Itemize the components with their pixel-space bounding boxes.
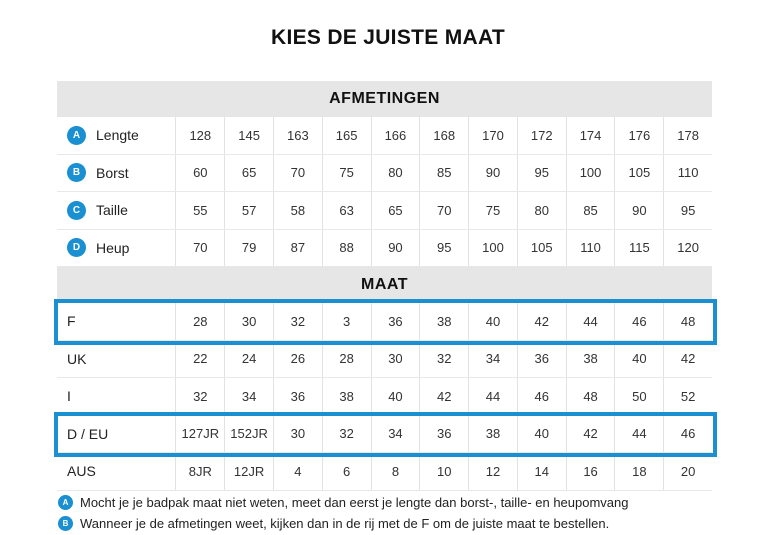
table-row [57,378,712,416]
table-cell: 105 [614,155,663,192]
table-cell: 178 [663,117,712,154]
table-cell: 32 [273,303,322,340]
table-cell: 48 [566,378,615,415]
table-cell: 34 [371,416,420,453]
table-cell: 30 [273,416,322,453]
table-cell: 63 [322,192,371,229]
table-cell: 40 [468,303,517,340]
table-cell: 166 [371,117,420,154]
table-row [57,303,712,341]
table-cell: 42 [419,378,468,415]
table-cell: 95 [517,155,566,192]
row-label-text: D / EU [67,425,109,442]
table-cell: 58 [273,192,322,229]
badge-a-icon: A [58,495,73,510]
table-row [57,192,712,230]
badge-icon: B [67,163,86,182]
page-title: KIES DE JUISTE MAAT [270,26,505,49]
table-row [57,155,712,193]
note-b [58,513,629,534]
row-label-text: UK [67,350,87,367]
measurements-heading: AFMETINGEN [57,81,712,117]
note-text: Mocht je je badpak maat niet weten, meet dan eerst je lengte dan borst-, taille- en heupomvang [80,495,629,510]
table-cell: 80 [517,192,566,229]
table-cell: 128 [175,117,224,154]
table-row [57,341,712,379]
badge-b-icon: B [58,516,73,531]
row-label [57,238,175,257]
table-cell: 44 [468,378,517,415]
table-cell: 90 [468,155,517,192]
note-text: Wanneer je de afmetingen weet, kijken dan in de rij met de F om de juiste maat te bestellen. [80,516,610,531]
table-cell: 172 [517,117,566,154]
row-label-text: Taille [96,202,128,219]
badge-icon: C [67,201,86,220]
row-label [57,463,175,479]
table-cell: 152JR [224,416,273,453]
table-cell: 127JR [175,416,224,453]
row-label-text: F [67,313,76,330]
table-cell: 75 [468,192,517,229]
table-cell: 36 [273,378,322,415]
table-cell: 165 [322,117,371,154]
table-cell: 36 [371,303,420,340]
table-cell: 52 [663,378,712,415]
table-cell: 4 [273,453,322,490]
table-cell: 3 [322,303,371,340]
table-cell: 46 [517,378,566,415]
table-cell: 30 [224,303,273,340]
table-cell: 38 [419,303,468,340]
table-cell: 20 [663,453,712,490]
table-cell: 87 [273,230,322,267]
table-cell: 44 [614,416,663,453]
table-cell: 38 [322,378,371,415]
table-cell: 48 [663,303,712,340]
row-label [57,201,175,220]
table-cell: 42 [566,416,615,453]
row-label [57,426,175,442]
table-cell: 40 [614,341,663,378]
table-cell: 38 [566,341,615,378]
sizes-table [57,303,712,491]
table-cell: 50 [614,378,663,415]
table-cell: 174 [566,117,615,154]
table-cell: 95 [419,230,468,267]
table-cell: 79 [224,230,273,267]
table-cell: 32 [175,378,224,415]
table-row [57,416,712,454]
notes [58,492,629,534]
table-cell: 145 [224,117,273,154]
badge-icon: A [67,126,86,145]
table-cell: 8JR [175,453,224,490]
row-label-text: AUS [67,463,96,480]
table-cell: 110 [566,230,615,267]
row-label [57,313,175,329]
table-cell: 46 [663,416,712,453]
table-cell: 22 [175,341,224,378]
table-cell: 57 [224,192,273,229]
table-cell: 170 [468,117,517,154]
table-cell: 176 [614,117,663,154]
table-cell: 85 [419,155,468,192]
size-chart [57,81,712,491]
sizes-heading: MAAT [57,267,712,303]
table-cell: 75 [322,155,371,192]
table-cell: 168 [419,117,468,154]
table-cell: 120 [663,230,712,267]
table-cell: 46 [614,303,663,340]
row-label-text: Lengte [96,127,139,144]
table-cell: 24 [224,341,273,378]
table-cell: 40 [371,378,420,415]
table-cell: 70 [273,155,322,192]
table-cell: 34 [468,341,517,378]
row-label-text: Heup [96,239,130,256]
table-cell: 8 [371,453,420,490]
row-label [57,126,175,145]
table-cell: 34 [224,378,273,415]
table-row [57,117,712,155]
table-row [57,453,712,491]
table-cell: 32 [322,416,371,453]
row-label [57,163,175,182]
table-cell: 14 [517,453,566,490]
table-cell: 12 [468,453,517,490]
table-cell: 32 [419,341,468,378]
table-cell: 38 [468,416,517,453]
table-cell: 44 [566,303,615,340]
table-cell: 40 [517,416,566,453]
table-cell: 90 [614,192,663,229]
table-cell: 95 [663,192,712,229]
table-cell: 12JR [224,453,273,490]
table-cell: 100 [566,155,615,192]
table-cell: 36 [517,341,566,378]
badge-icon: D [67,238,86,257]
table-cell: 26 [273,341,322,378]
table-cell: 100 [468,230,517,267]
table-cell: 30 [371,341,420,378]
row-label-text: I [67,388,71,405]
table-cell: 28 [322,341,371,378]
table-cell: 70 [175,230,224,267]
table-cell: 36 [419,416,468,453]
table-cell: 42 [663,341,712,378]
measurements-table [57,117,712,267]
table-cell: 60 [175,155,224,192]
table-cell: 90 [371,230,420,267]
row-label-text: Borst [96,164,129,181]
table-cell: 88 [322,230,371,267]
table-cell: 65 [371,192,420,229]
table-cell: 110 [663,155,712,192]
table-cell: 105 [517,230,566,267]
table-cell: 115 [614,230,663,267]
row-label [57,351,175,367]
table-row [57,230,712,268]
table-cell: 18 [614,453,663,490]
table-cell: 28 [175,303,224,340]
table-cell: 85 [566,192,615,229]
note-a [58,492,629,513]
table-cell: 55 [175,192,224,229]
table-cell: 80 [371,155,420,192]
table-cell: 65 [224,155,273,192]
table-cell: 6 [322,453,371,490]
row-label [57,388,175,404]
table-cell: 70 [419,192,468,229]
table-cell: 163 [273,117,322,154]
table-cell: 10 [419,453,468,490]
table-cell: 16 [566,453,615,490]
table-cell: 42 [517,303,566,340]
